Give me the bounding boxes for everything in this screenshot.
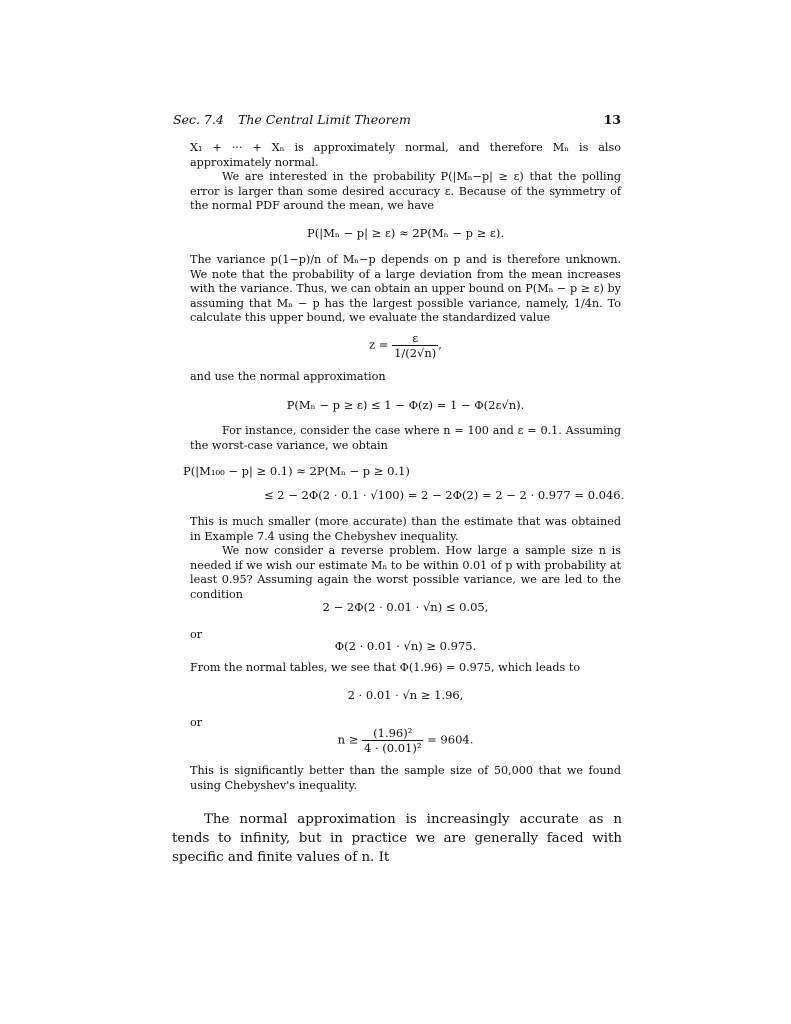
text-block-1	[190, 141, 621, 214]
fraction-denominator: 1/(2√n)	[394, 346, 437, 360]
paragraph: The normal approximation is increasingly accurate as n tends to infinity, but in practice we are generally faced with specific and finite values of n. It	[172, 812, 622, 865]
or-label: or	[190, 716, 203, 729]
eq2-lhs: z =	[369, 337, 389, 352]
paragraph: We now consider a reverse problem. How large a sample size n is needed if we wish our estimate Mₙ to be within 0.01 of p with probability at least 0.95? Assuming again the worst possible variance, we are led to the condition	[190, 544, 621, 601]
paragraph: For instance, consider the case where n = 100 and ε = 0.1. Assuming the worst-case variance, we obtain	[190, 424, 621, 452]
eq8-rhs: = 9604.	[427, 732, 474, 747]
fraction-denominator: 4 · (0.01)²	[364, 741, 422, 755]
equation-1: P(|Mₙ − p| ≥ ε) ≈ 2P(Mₙ − p ≥ ε).	[306, 226, 505, 240]
text-block-5	[190, 515, 621, 603]
paragraph: This is significantly better than the sample size of 50,000 that we found using Chebyshev's inequality.	[190, 764, 621, 792]
equation-4-line-1: P(|M₁₀₀ − p| ≥ 0.1) ≈ 2P(Mₙ − p ≥ 0.1)	[183, 464, 410, 478]
text-block-2	[190, 253, 621, 326]
text-block-6	[190, 661, 621, 676]
paragraph: We are interested in the probability P(|Mₙ−p| ≥ ε) that the polling error is larger than some desired accuracy ε. Because of the symmetry of the normal PDF around the mean, we have	[190, 170, 621, 213]
text-block-7	[190, 764, 621, 793]
paragraph: and use the normal approximation	[190, 370, 386, 383]
equation-7: 2 · 0.01 · √n ≥ 1.96,	[347, 688, 464, 702]
equation-5: 2 − 2Φ(2 · 0.01 · √n) ≤ 0.05,	[322, 600, 489, 614]
fraction	[392, 331, 438, 360]
eq2-tail: ,	[438, 337, 442, 352]
running-title: The Central Limit Theorem	[238, 112, 411, 127]
equation-4-line-2: ≤ 2 − 2Φ(2 · 0.1 · √100) = 2 − 2Φ(2) = 2 − 2 · 0.977 = 0.046.	[264, 488, 625, 502]
running-header	[173, 112, 621, 128]
equation-2	[190, 331, 621, 360]
eq8-lhs: n ≥	[337, 732, 359, 747]
paragraph: X₁ + ··· + Xₙ is approximately normal, and therefore Mₙ is also approximately normal.	[190, 141, 621, 169]
paragraph: From the normal tables, we see that Φ(1.96) = 0.975, which leads to	[190, 661, 581, 674]
equation-6: Φ(2 · 0.01 · √n) ≥ 0.975.	[334, 639, 477, 653]
fraction-numerator: ε	[392, 331, 438, 346]
text-block-3	[190, 370, 621, 385]
text-block-4	[190, 424, 621, 453]
text-block-8	[172, 810, 622, 867]
page-number: 13	[603, 112, 621, 127]
equation-3: P(Mₙ − p ≥ ε) ≤ 1 − Φ(z) = 1 − Φ(2ε√n).	[286, 398, 525, 412]
fraction-numerator: (1.96)²	[362, 726, 423, 741]
paragraph: This is much smaller (more accurate) than the estimate that was obtained in Example 7.4 using the Chebyshev inequality.	[190, 515, 621, 543]
or-label: or	[190, 628, 203, 641]
paragraph: The variance p(1−p)/n of Mₙ−p depends on p and is therefore unknown. We note that the probability of a large deviation from the mean increases with the variance. Thus, we can obtain an upper bound on P(Mₙ − p ≥ ε) by assuming that Mₙ − p has the largest possible variance, namely, 1/4n. To calculate this upper bound, we evaluate the standardized value	[190, 253, 621, 325]
fraction	[362, 726, 423, 755]
equation-8	[190, 726, 621, 755]
section-label: Sec. 7.4	[173, 112, 224, 127]
